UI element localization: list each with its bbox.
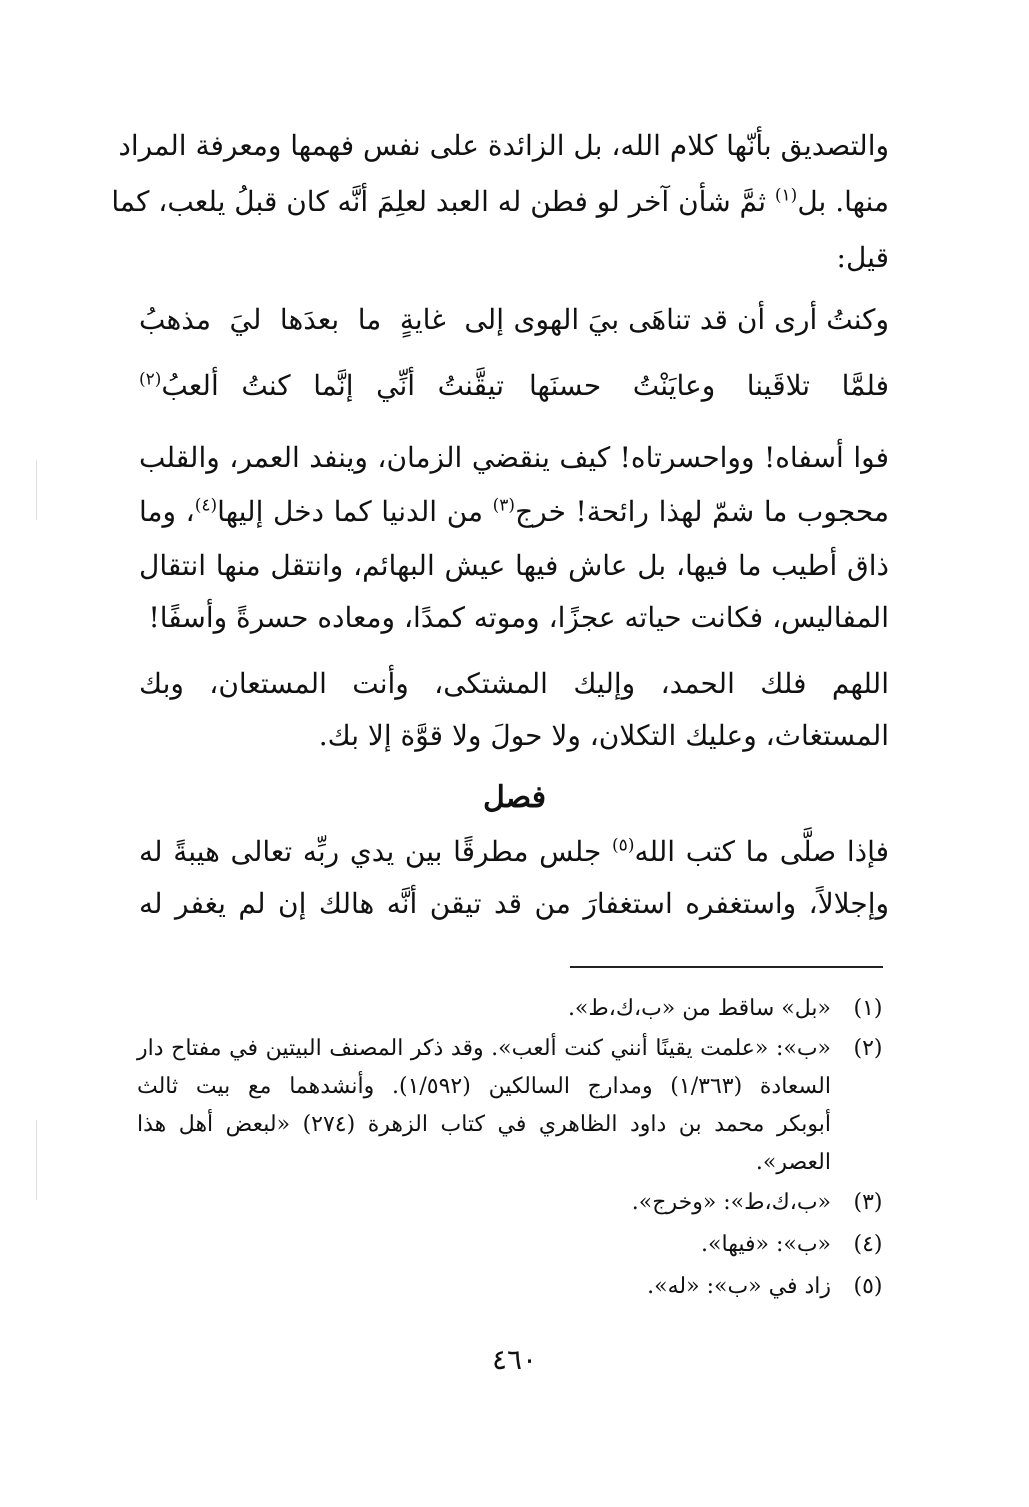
footnote-text: السعادة (١/٣٦٣) ومدارج السالكين (١/٥٩٢). وأنشدهما مع بيت ثالث (137, 1074, 831, 1099)
footnote-text: زاد في «ب»: «له». (647, 1274, 831, 1299)
footnote-text: العصر». (755, 1150, 831, 1175)
verse-hemistich-second: إلى غايةٍ ما بعدَها ليَ مذهبُ (139, 303, 504, 336)
body-line: وإجلالاً، واستغفره استغفارَ من قد تيقن أنَّه هالك إن لم يغفر له (139, 887, 889, 920)
text-segment: تيقَّنتُ أنِّي إنَّما كنتُ ألعبُ (161, 369, 504, 402)
text-segment: جلس مطرقًا بين يدي ربِّه تعالى هيبةً له (139, 835, 613, 868)
body-line: فوا أسفاه! وواحسرتاه! كيف ينقضي الزمان، وينفد العمر، والقلب (139, 441, 889, 474)
footnote-number: (٢) (853, 1036, 883, 1061)
text-segment: ، وما (139, 495, 195, 528)
footnote-ref: (٥) (612, 835, 635, 856)
footnote-text: «ب،ك،ط»: «وخرج». (631, 1190, 831, 1215)
text-segment: منها. بل (797, 185, 889, 218)
body-line: ذاق أطيب ما فيها، بل عاش فيها عيش البهائم، وانتقل منها انتقال (139, 549, 889, 582)
verse-hemistich-second (139, 364, 504, 408)
text-segment: محجوب ما شمّ لهذا رائحة! خرج (515, 495, 889, 528)
verse-hemistich-first: وكنتُ أرى أن قد تناهَى بيَ الهوى (513, 303, 889, 336)
footnote-number: (٥) (853, 1274, 883, 1299)
footnote-text: أبوبكر محمد بن داود الظاهري في كتاب الزهرة (٢٧٤) «لبعض أهل هذا (137, 1112, 831, 1137)
scan-edge-mark (36, 1120, 37, 1200)
footnote-text: «بل» ساقط من «ب،ك،ط». (567, 996, 831, 1021)
page-number: ٤٦٠ (491, 1343, 538, 1376)
body-line: اللهم فلك الحمد، وإليك المشتكى، وأنت المستعان، وبك (139, 667, 889, 700)
footnote-ref: (١) (774, 185, 798, 206)
footnote-number: (٤) (853, 1232, 883, 1257)
body-line (139, 490, 889, 534)
footnote-text: «ب»: «فيها». (701, 1232, 831, 1257)
footnote-ref: (٢) (139, 369, 162, 390)
footnote-number: (٣) (853, 1190, 883, 1215)
text-segment: ثمَّ شأن آخر لو فطن له العبد لعلِمَ أنَّه كان قبلُ يلعب، كما (111, 185, 775, 218)
verse-hemistich-first: فلمَّا تلاقَينا وعايَنْتُ حسنَها (529, 369, 889, 402)
body-line: والتصديق بأنّها كلام الله، بل الزائدة على نفس فهمها ومعرفة المراد (118, 129, 889, 162)
footnote-divider (570, 966, 883, 968)
section-heading: فصل (482, 780, 547, 815)
body-line: المستغاث، وعليك التكلان، ولا حولَ ولا قوَّة إلا بك. (318, 719, 889, 752)
footnote-text: «ب»: «علمت يقينًا أنني كنت ألعب». وقد ذكر المصنف البيتين في مفتاح دار (137, 1036, 831, 1061)
body-line: المفاليس، فكانت حياته عجزًا، وموته كمدًا، ومعاده حسرةً وأسفًا! (148, 601, 889, 634)
footnote-ref: (٤) (194, 495, 218, 516)
body-line (139, 830, 889, 874)
footnote-number: (١) (853, 996, 883, 1021)
body-line (111, 180, 889, 224)
scan-edge-mark (36, 460, 37, 520)
text-segment: فإذا صلَّى ما كتب الله (634, 835, 889, 868)
footnote-ref: (٣) (492, 495, 516, 516)
body-line: قيل: (836, 241, 889, 274)
text-segment: من الدنيا كما دخل إليها (217, 495, 493, 528)
